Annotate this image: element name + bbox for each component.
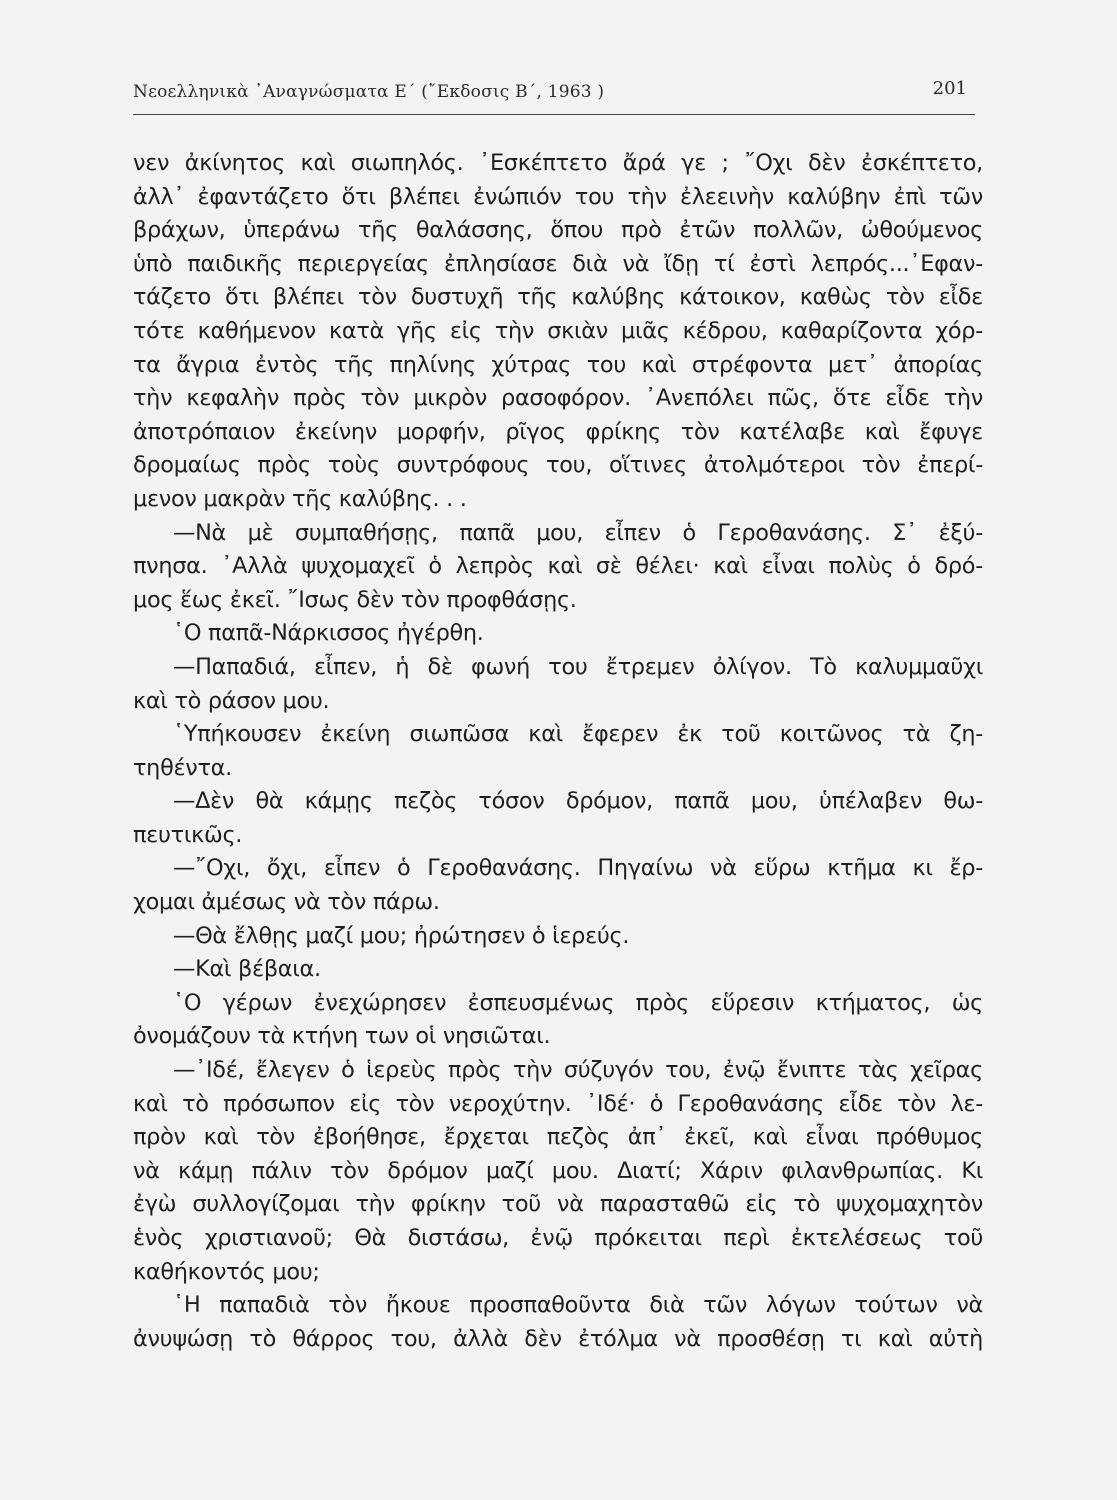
text-line: δρομαίως πρὸς τοὺς συντρόφους του, οἵτινες ἀτολμότεροι τὸν ἐπερί- [133, 452, 983, 479]
text-line: μενον μακρὰν τῆς καλύβης. . . [133, 485, 467, 512]
text-line: πνησα. ᾿Αλλὰ ψυχομαχεῖ ὁ λεπρὸς καὶ σὲ θέλει· καὶ εἶναι πολὺς ὁ δρό- [133, 553, 983, 580]
text-line: τηθέντα. [133, 754, 232, 781]
text-line: —῎Οχι, ὄχι, εἶπεν ὁ Γεροθανάσης. Πηγαίνω νὰ εὕρω κτῆμα κι ἔρ- [173, 855, 983, 882]
text-line: —Θὰ ἔλθῃς μαζί μου; ἠρώτησεν ὁ ἱερεύς. [173, 922, 630, 949]
body-text [133, 147, 983, 1356]
text-line: ῾Ο παπᾶ-Νάρκισσος ἠγέρθη. [173, 620, 484, 647]
text-line: καθήκοντός μου; [133, 1258, 320, 1285]
text-line: ῾Ο γέρων ἐνεχώρησεν ἐσπευσμένως πρὸς εὕρεσιν κτήματος, ὡς [173, 989, 983, 1016]
text-line: —Δὲν θὰ κάμῃς πεζὸς τόσον δρόμον, παπᾶ μου, ὑπέλαβεν θω- [173, 788, 983, 815]
text-line: πευτικῶς. [133, 821, 243, 848]
text-line: τότε καθήμενον κατὰ γῆς εἰς τὴν σκιὰν μιᾶς κέδρου, καθαρίζοντα χόρ- [133, 317, 983, 344]
page-number: 201 [932, 78, 967, 99]
text-line: ἀποτρόπαιον ἐκείνην μορφήν, ρῖγος φρίκης τὸν κατέλαβε καὶ ἔφυγε [133, 418, 983, 445]
text-line: ἀνυψώσῃ τὸ θάρρος του, ἀλλὰ δὲν ἐτόλμα νὰ προσθέσῃ τι καὶ αὐτὴ [133, 1325, 983, 1352]
text-line: πρὸν καὶ τὸν ἐβοήθησε, ἔρχεται πεζὸς ἀπ᾿ ἐκεῖ, καὶ εἶναι πρόθυμος [133, 1124, 983, 1151]
text-line: ῾Υπήκουσεν ἐκείνη σιωπῶσα καὶ ἔφερεν ἐκ τοῦ κοιτῶνος τὰ ζη- [173, 721, 983, 748]
text-line: —Καὶ βέβαια. [173, 956, 321, 983]
text-line: τὴν κεφαλὴν πρὸς τὸν μικρὸν ρασοφόρον. ᾿Ανεπόλει πῶς, ὅτε εἶδε τὴν [133, 385, 983, 412]
text-line: χομαι ἀμέσως νὰ τὸν πάρω. [133, 889, 440, 916]
text-line: ἀλλ᾿ ἐφαντάζετο ὅτι βλέπει ἐνώπιόν του τὴν ἐλεεινὴν καλύβην ἐπὶ τῶν [133, 183, 983, 210]
text-line: ὀνομάζουν τὰ κτήνη των οἱ νησιῶται. [133, 1023, 551, 1050]
text-line: ῾Η παπαδιὰ τὸν ἤκουε προσπαθοῦντα διὰ τῶν λόγων τούτων νὰ [173, 1292, 983, 1319]
text-line: νεν ἀκίνητος καὶ σιωπηλός. ᾿Εσκέπτετο ἄρά γε ; ῎Οχι δὲν ἐσκέπτετο, [133, 150, 983, 176]
text-line: βράχων, ὑπεράνω τῆς θαλάσσης, ὅπου πρὸ ἐτῶν πολλῶν, ὠθούμενος [133, 217, 983, 244]
text-line: ἐγὼ συλλογίζομαι τὴν φρίκην τοῦ νὰ παρασταθῶ εἰς τὸ ψυχομαχητὸν [133, 1191, 983, 1218]
text-line: ὑπὸ παιδικῆς περιεργείας ἐπλησίασε διὰ νὰ ἴδῃ τί ἐστὶ λεπρός...᾿Εφαν- [133, 250, 983, 277]
header-title: Νεοελληνικὰ ᾿Αναγνώσματα Ε΄ (῎Εκδοσις Β΄, 1963 ) [133, 82, 605, 102]
text-line: μος ἕως ἐκεῖ. ῎Ισως δὲν τὸν προφθάσῃς. [133, 586, 577, 613]
running-header [133, 74, 975, 115]
text-line: —Παπαδιά, εἶπεν, ἡ δὲ φωνή του ἔτρεμεν ὀλίγον. Τὸ καλυμμαῦχι [173, 653, 983, 680]
text-line: —᾿Ιδέ, ἔλεγεν ὁ ἱερεὺς πρὸς τὴν σύζυγόν του, ἐνῷ ἔνιπτε τὰς χεῖρας [173, 1057, 983, 1084]
text-line: καὶ τὸ ράσον μου. [133, 687, 330, 714]
text-line: τάζετο ὅτι βλέπει τὸν δυστυχῆ τῆς καλύβης κάτοικον, καθὼς τὸν εἶδε [133, 284, 983, 311]
text-line: τα ἄγρια ἐντὸς τῆς πηλίνης χύτρας του καὶ στρέφοντα μετ᾿ ἀπορίας [133, 351, 983, 378]
text-line: νὰ κάμῃ πάλιν τὸν δρόμον μαζί μου. Διατί; Χάριν φιλανθρωπίας. Κι [133, 1157, 983, 1184]
text-line: καὶ τὸ πρόσωπον εἰς τὸν νεροχύτην. ᾿Ιδέ· ὁ Γεροθανάσης εἶδε τὸν λε- [133, 1090, 983, 1117]
text-line: ἑνὸς χριστιανοῦ; Θὰ διστάσω, ἐνῷ πρόκειται περὶ ἐκτελέσεως τοῦ [133, 1225, 983, 1251]
text-line: —Νὰ μὲ συμπαθήσῃς, παπᾶ μου, εἶπεν ὁ Γεροθανάσης. Σ᾿ ἐξύ- [173, 519, 983, 546]
